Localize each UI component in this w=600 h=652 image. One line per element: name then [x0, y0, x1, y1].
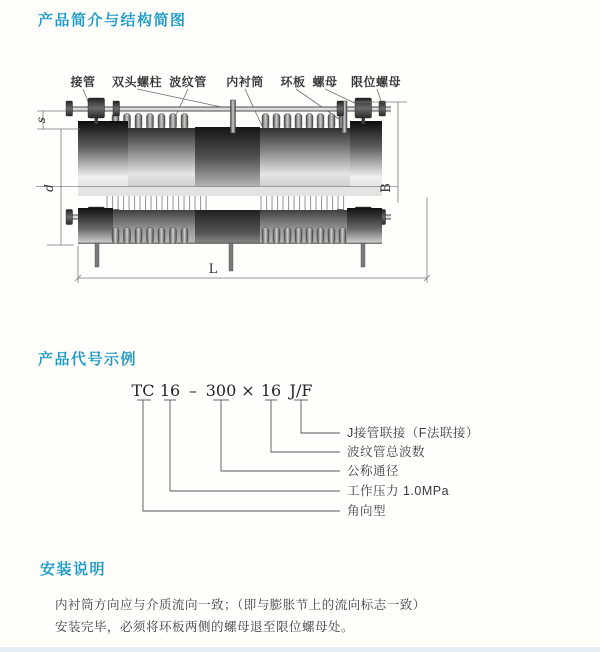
joint-body-top: [78, 121, 382, 196]
code-token-dash: –: [189, 381, 197, 400]
callout-connection: J接管联接（F法联接）: [347, 426, 479, 440]
callout-labels: [347, 425, 479, 518]
label-nut: 螺母: [312, 75, 338, 89]
callout-angular-type: 角向型: [347, 504, 387, 518]
code-tokens: [132, 381, 313, 400]
part-labels: [69, 74, 401, 89]
dim-b-label: B: [379, 183, 394, 193]
code-token-times: ×: [241, 381, 255, 400]
code-token-waves: 16: [260, 381, 282, 400]
callout-wave-count: 波纹管总波数: [347, 445, 426, 459]
section-title-code: 产品代号示例: [38, 351, 138, 368]
dim-d-label: d: [42, 184, 56, 192]
footer-strip: [0, 647, 600, 652]
label-ring-plate: 环板: [280, 75, 306, 89]
callout-nominal-diameter: 公称通径: [347, 464, 400, 478]
code-token-type: TC: [131, 381, 155, 400]
studs-bottom: [95, 243, 365, 271]
code-token-connection: J/F: [289, 381, 313, 400]
label-stud: 双头螺柱: [111, 75, 163, 89]
dimension-d: [42, 129, 74, 245]
bellows-bottom-left: [112, 228, 188, 244]
section-title-install: 安装说明: [40, 561, 107, 578]
callout-working-pressure: 工作压力 1.0MPa: [347, 484, 450, 498]
dim-l-label: L: [208, 262, 218, 277]
code-token-diameter: 300: [205, 381, 237, 400]
label-bellows: 波纹管: [169, 75, 207, 89]
label-limit-nut: 限位螺母: [350, 75, 402, 89]
label-connecting-pipe: 接管: [70, 75, 96, 89]
install-instruction-2: 安装完毕，必须将环板两侧的螺母退至限位螺母处。: [55, 620, 355, 634]
section-title-intro: 产品简介与结构简图: [38, 12, 187, 29]
callout-lines: [143, 400, 340, 511]
dimension-s: [34, 111, 80, 129]
label-inner-liner: 内衬筒: [226, 75, 264, 89]
dim-s-label: s: [34, 116, 48, 124]
install-instruction-1: 内衬筒方向应与介质流向一致；（即与膨胀节上的流向标志一致）: [55, 598, 426, 612]
code-example-diagram: [0, 340, 600, 540]
bellows-top-right: [262, 114, 346, 130]
code-token-pressure: 16: [159, 381, 181, 400]
